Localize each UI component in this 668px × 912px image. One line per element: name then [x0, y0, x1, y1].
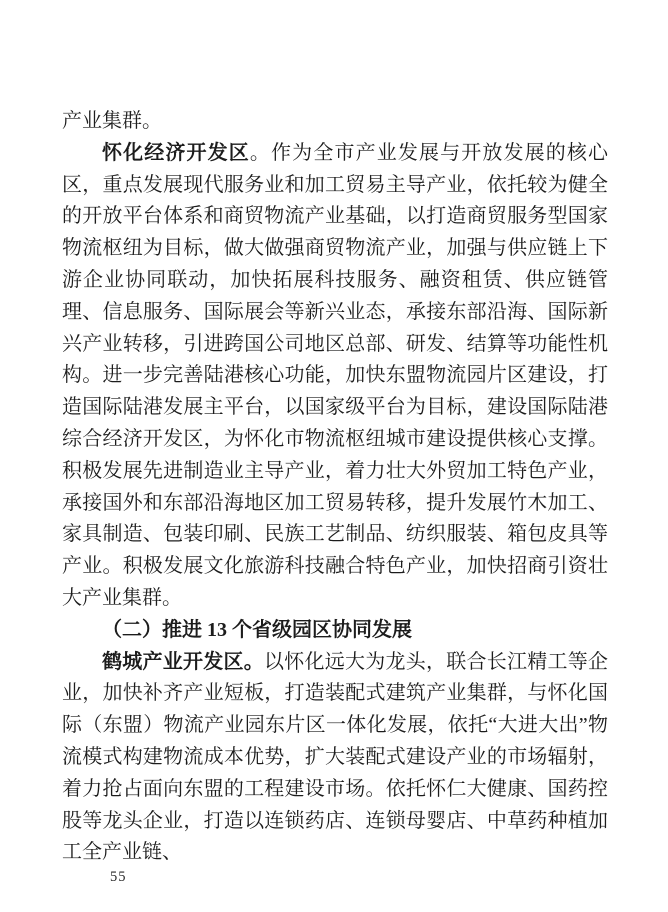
paragraph-lead-bold: 怀化经济开发区: [102, 141, 250, 164]
paragraph-huaihua-economic-zone: [62, 138, 608, 615]
paragraph-text: 。作为全市产业发展与开放发展的核心区，重点发展现代服务业和加工贸易主导产业，依托较为健全的开放平台体系和商贸物流产业基础，以打造商贸服务型国家物流枢纽为目标，做大做强商贸物流产业，加强与供应链上下游企业协同联动，加快拓展科技服务、融资租赁、供应链管理、信息服务、国际展会等新兴业态，承接东部沿海、国际新兴产业转移，引进跨国公司地区总部、研发、结算等功能性机构。进一步完善陆港核心功能，加快东盟物流园片区建设，打造国际陆港发展主平台，以国家级平台为目标，建设国际陆港综合经济开发区，为怀化市物流枢纽城市建设提供核心支撑。积极发展先进制造业主导产业，着力壮大外贸加工特色产业，承接国外和东部沿海地区加工贸易转移，提升发展竹木加工、家具制造、包装印刷、民族工艺制品、纺织服装、箱包皮具等产业。积极发展文化旅游科技融合特色产业，加快招商引资壮大产业集群。: [62, 141, 609, 609]
paragraph-text: 以怀化远大为龙头，联合长江精工等企业，加快补齐产业短板，打造装配式建筑产业集群，与怀化国际（东盟）物流产业园东片区一体化发展，依托“大进大出”物流模式构建物流成本优势，扩大装配式建设产业的市场辐射，着力抢占面向东盟的工程建设市场。依托怀仁大健康、国药控股等龙头企业，打造以连锁药店、连锁母婴店、中草药种植加工全产业链、: [62, 650, 608, 864]
paragraph-continuation: [62, 106, 608, 138]
document-body: [62, 106, 608, 869]
page-number: 55: [110, 869, 127, 885]
paragraph-lead-bold: 鹤城产业开发区。: [102, 650, 264, 673]
paragraph-text: 产业集群。: [62, 110, 162, 132]
section-heading: （二）推进 13 个省级园区协同发展: [102, 618, 412, 641]
paragraph-hecheng-industry-zone: [62, 647, 608, 870]
